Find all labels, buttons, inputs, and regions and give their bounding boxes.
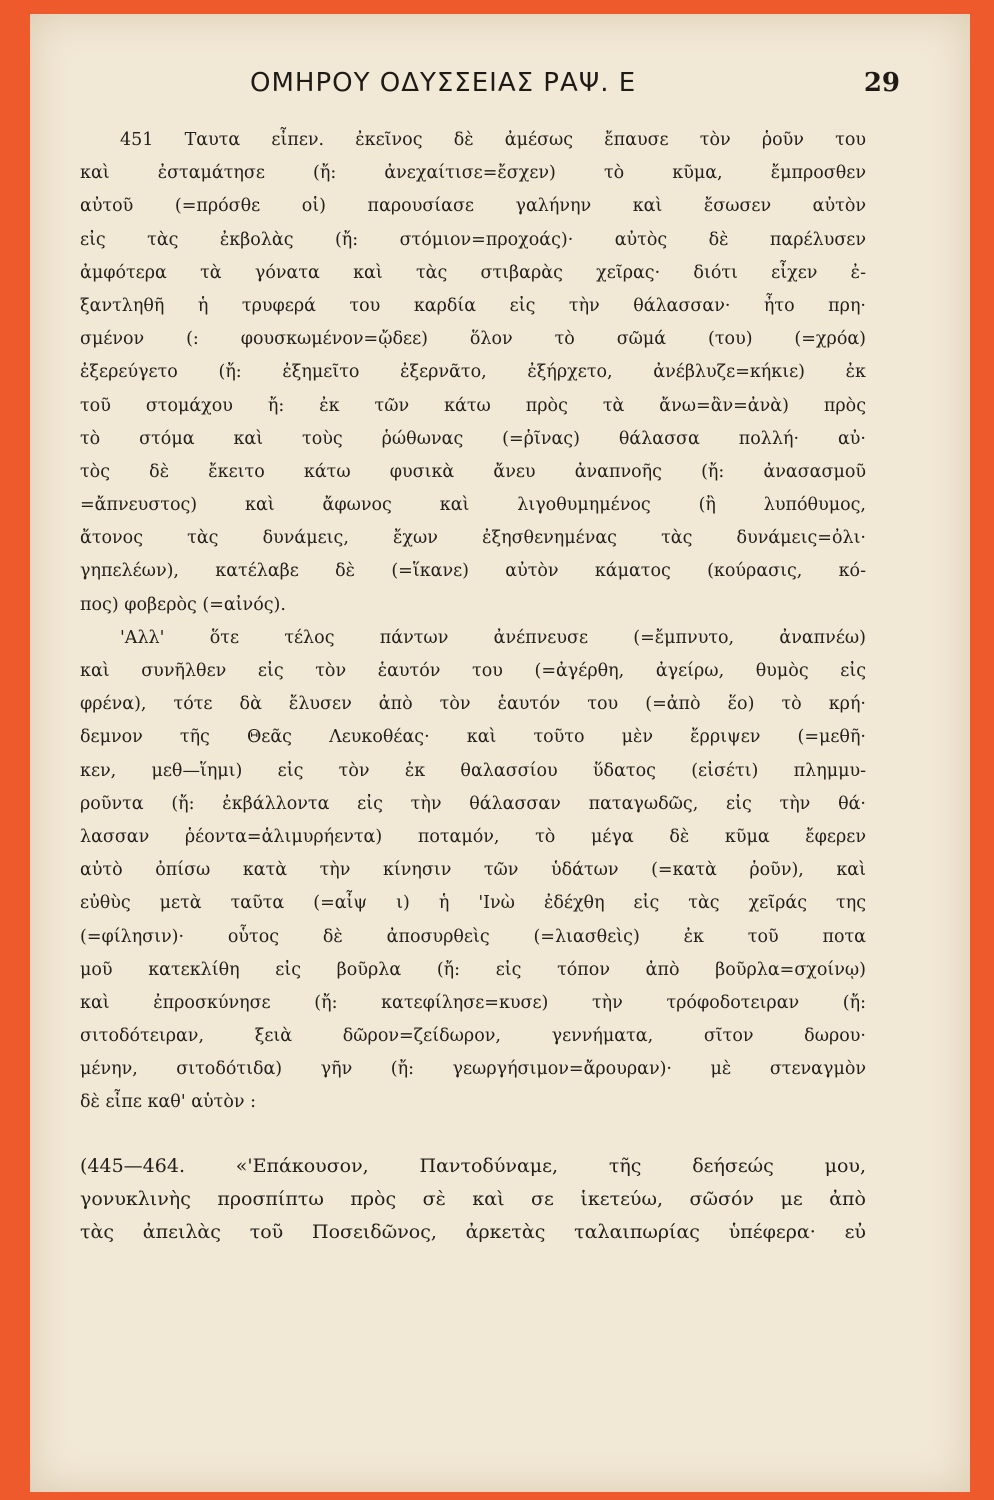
text-line: τὸ στόμα καὶ τοὺς ῥώθωνας (=ῥῖνας) θάλασσα πολλή· αὐ· [80,428,866,449]
text-line: λασσαν ῥέοντα=ἁλιμυρήεντα) ποταμόν, τὸ μέγα δὲ κῦμα ἔφερεν [80,826,866,847]
text-line: δεμνον τῆς Θεᾶς Λευκοθέας· καὶ τοῦτο μὲν ἔρριψεν (=μεθῆ· [80,727,866,748]
text-line: αὐτοῦ (=πρόσθε οἱ) παρουσίασε γαλήνην καὶ ἔσωσεν αὐτὸν [80,196,866,217]
text-line: 'Αλλ' ὅτε τέλος πάντων ἀνέπνευσε (=ἔμπνυτο, ἀναπνέω) [120,627,866,648]
text-line: αὐτὸ ὀπίσω κατὰ τὴν κίνησιν τῶν ὑδάτων (=κατὰ ῥοῦν), καὶ [80,860,866,881]
text-line: ἐξερεύγετο (ἤ: ἐξημεῖτο ἐξερνᾶτο, ἐξήρχετο, ἀνέβλυζε=κήκιε) ἐκ [80,362,866,383]
text-line: φρένα), τότε δὰ ἔλυσεν ἀπὸ τὸν ἑαυτόν του (=ἀπὸ ἕο) τὸ κρή· [80,694,866,715]
text-line: ἄτονος τὰς δυνάμεις, ἔχων ἐξησθενημένας τὰς δυνάμεις=ὀλι· [80,528,866,549]
running-head: ΟΜΗΡΟΥ ΟΔΥΣΣΕΙΑΣ ΡΑΨ. Ε [250,68,637,98]
text-line: ἀμφότερα τὰ γόνατα καὶ τὰς στιβαρὰς χεῖρας· διότι εἶχεν ἐ- [80,262,866,283]
text-line: σιτοδότειραν, ξειὰ δῶρον=ζείδωρον, γεννήματα, σῖτον δωρου· [80,1026,866,1047]
text-line: τὸς δὲ ἔκειτο κάτω φυσικὰ ἄνευ ἀναπνοῆς (ἤ: ἀνασασμοῦ [80,461,866,482]
text-line: =ἄπνευστος) καὶ ἄφωνος καὶ λιγοθυμημένος (ἢ λυπόθυμος, [80,495,866,516]
text-line: τὰς ἀπειλὰς τοῦ Ποσειδῶνος, ἀρκετὰς ταλαιπωρίας ὑπέφερα· εὐ [80,1221,866,1243]
commentary-block [80,124,866,1120]
text-line: δὲ εἶπε καθ' αὑτὸν : [80,1092,256,1113]
text-line: σμένον (: φουσκωμένον=ᾤδεε) ὅλον τὸ σῶμά (του) (=χρόα) [80,329,866,350]
text-line: γηπελέων), κατέλαβε δὲ (=ἵκανε) αὐτὸν κάματος (κούρασις, κό- [80,561,866,582]
section-gap [80,1120,866,1150]
text-line: 451 Ταυτα εἶπεν. ἐκεῖνος δὲ ἀμέσως ἔπαυσε τὸν ῥοῦν του [120,130,866,150]
text-line: κεν, μεθ—ἵημι) εἰς τὸν ἐκ θαλασσίου ὕδατος (εἰσέτι) πλημμυ- [80,760,866,781]
text-line: (445—464. «'Επάκουσον, Παντοδύναμε, τῆς δεήσεώς μου, [80,1154,866,1177]
text-line: τοῦ στομάχου ἤ: ἐκ τῶν κάτω πρὸς τὰ ἄνω=ἂν=ἀνὰ) πρὸς [80,395,866,416]
text-line: μένην, σιτοδότιδα) γῆν (ἤ: γεωργήσιμον=ἄρουραν)· μὲ στεναγμὸν [80,1059,866,1080]
text-line: ροῦντα (ἤ: ἐκβάλλοντα εἰς τὴν θάλασσαν παταγωδῶς, εἰς τὴν θά· [80,793,866,814]
text-line: πος) φοβερὸς (=αἰνός). [80,594,286,615]
text-line: καὶ ἐσταμάτησε (ἤ: ἀνεχαίτισε=ἔσχεν) τὸ κῦμα, ἔμπροσθεν [80,163,866,184]
text-line: καὶ συνῆλθεν εἰς τὸν ἑαυτόν του (=ἀγέρθη, ἀγείρω, θυμὸς εἰς [80,661,866,681]
text-line: εἰς τὰς ἐκβολὰς (ἤ: στόμιον=προχοάς)· αὐτὸς δὲ παρέλυσεν [80,229,866,250]
text-line: εὐθὺς μετὰ ταῦτα (=αἶψ ι) ἡ 'Ινὼ ἐδέχθη εἰς τὰς χεῖράς της [80,893,866,914]
translation-block [80,1150,866,1250]
text-line: μοῦ κατεκλίθη εἰς βοῦρλα (ἤ: εἰς τόπον ἀπὸ βοῦρλα=σχοίνῳ) [80,959,866,980]
text-line: γονυκλινὴς προσπίπτω πρὸς σὲ καὶ σε ἱκετεύω, σῶσόν με ἀπὸ [80,1187,866,1210]
text-line: ξαντληθῆ ἡ τρυφερά του καρδία εἰς τὴν θάλασσαν· ἦτο πρη· [80,295,866,316]
body-text [80,124,866,1249]
page-number: 29 [863,68,900,98]
text-line: καὶ ἐπροσκύνησε (ἤ: κατεφίλησε=κυσε) τὴν τρόφοδοτειραν (ἤ: [80,992,866,1013]
text-line: (=φίλησιν)· οὗτος δὲ ἀποσυρθεὶς (=λιασθεὶς) ἐκ τοῦ ποτα [80,926,866,947]
